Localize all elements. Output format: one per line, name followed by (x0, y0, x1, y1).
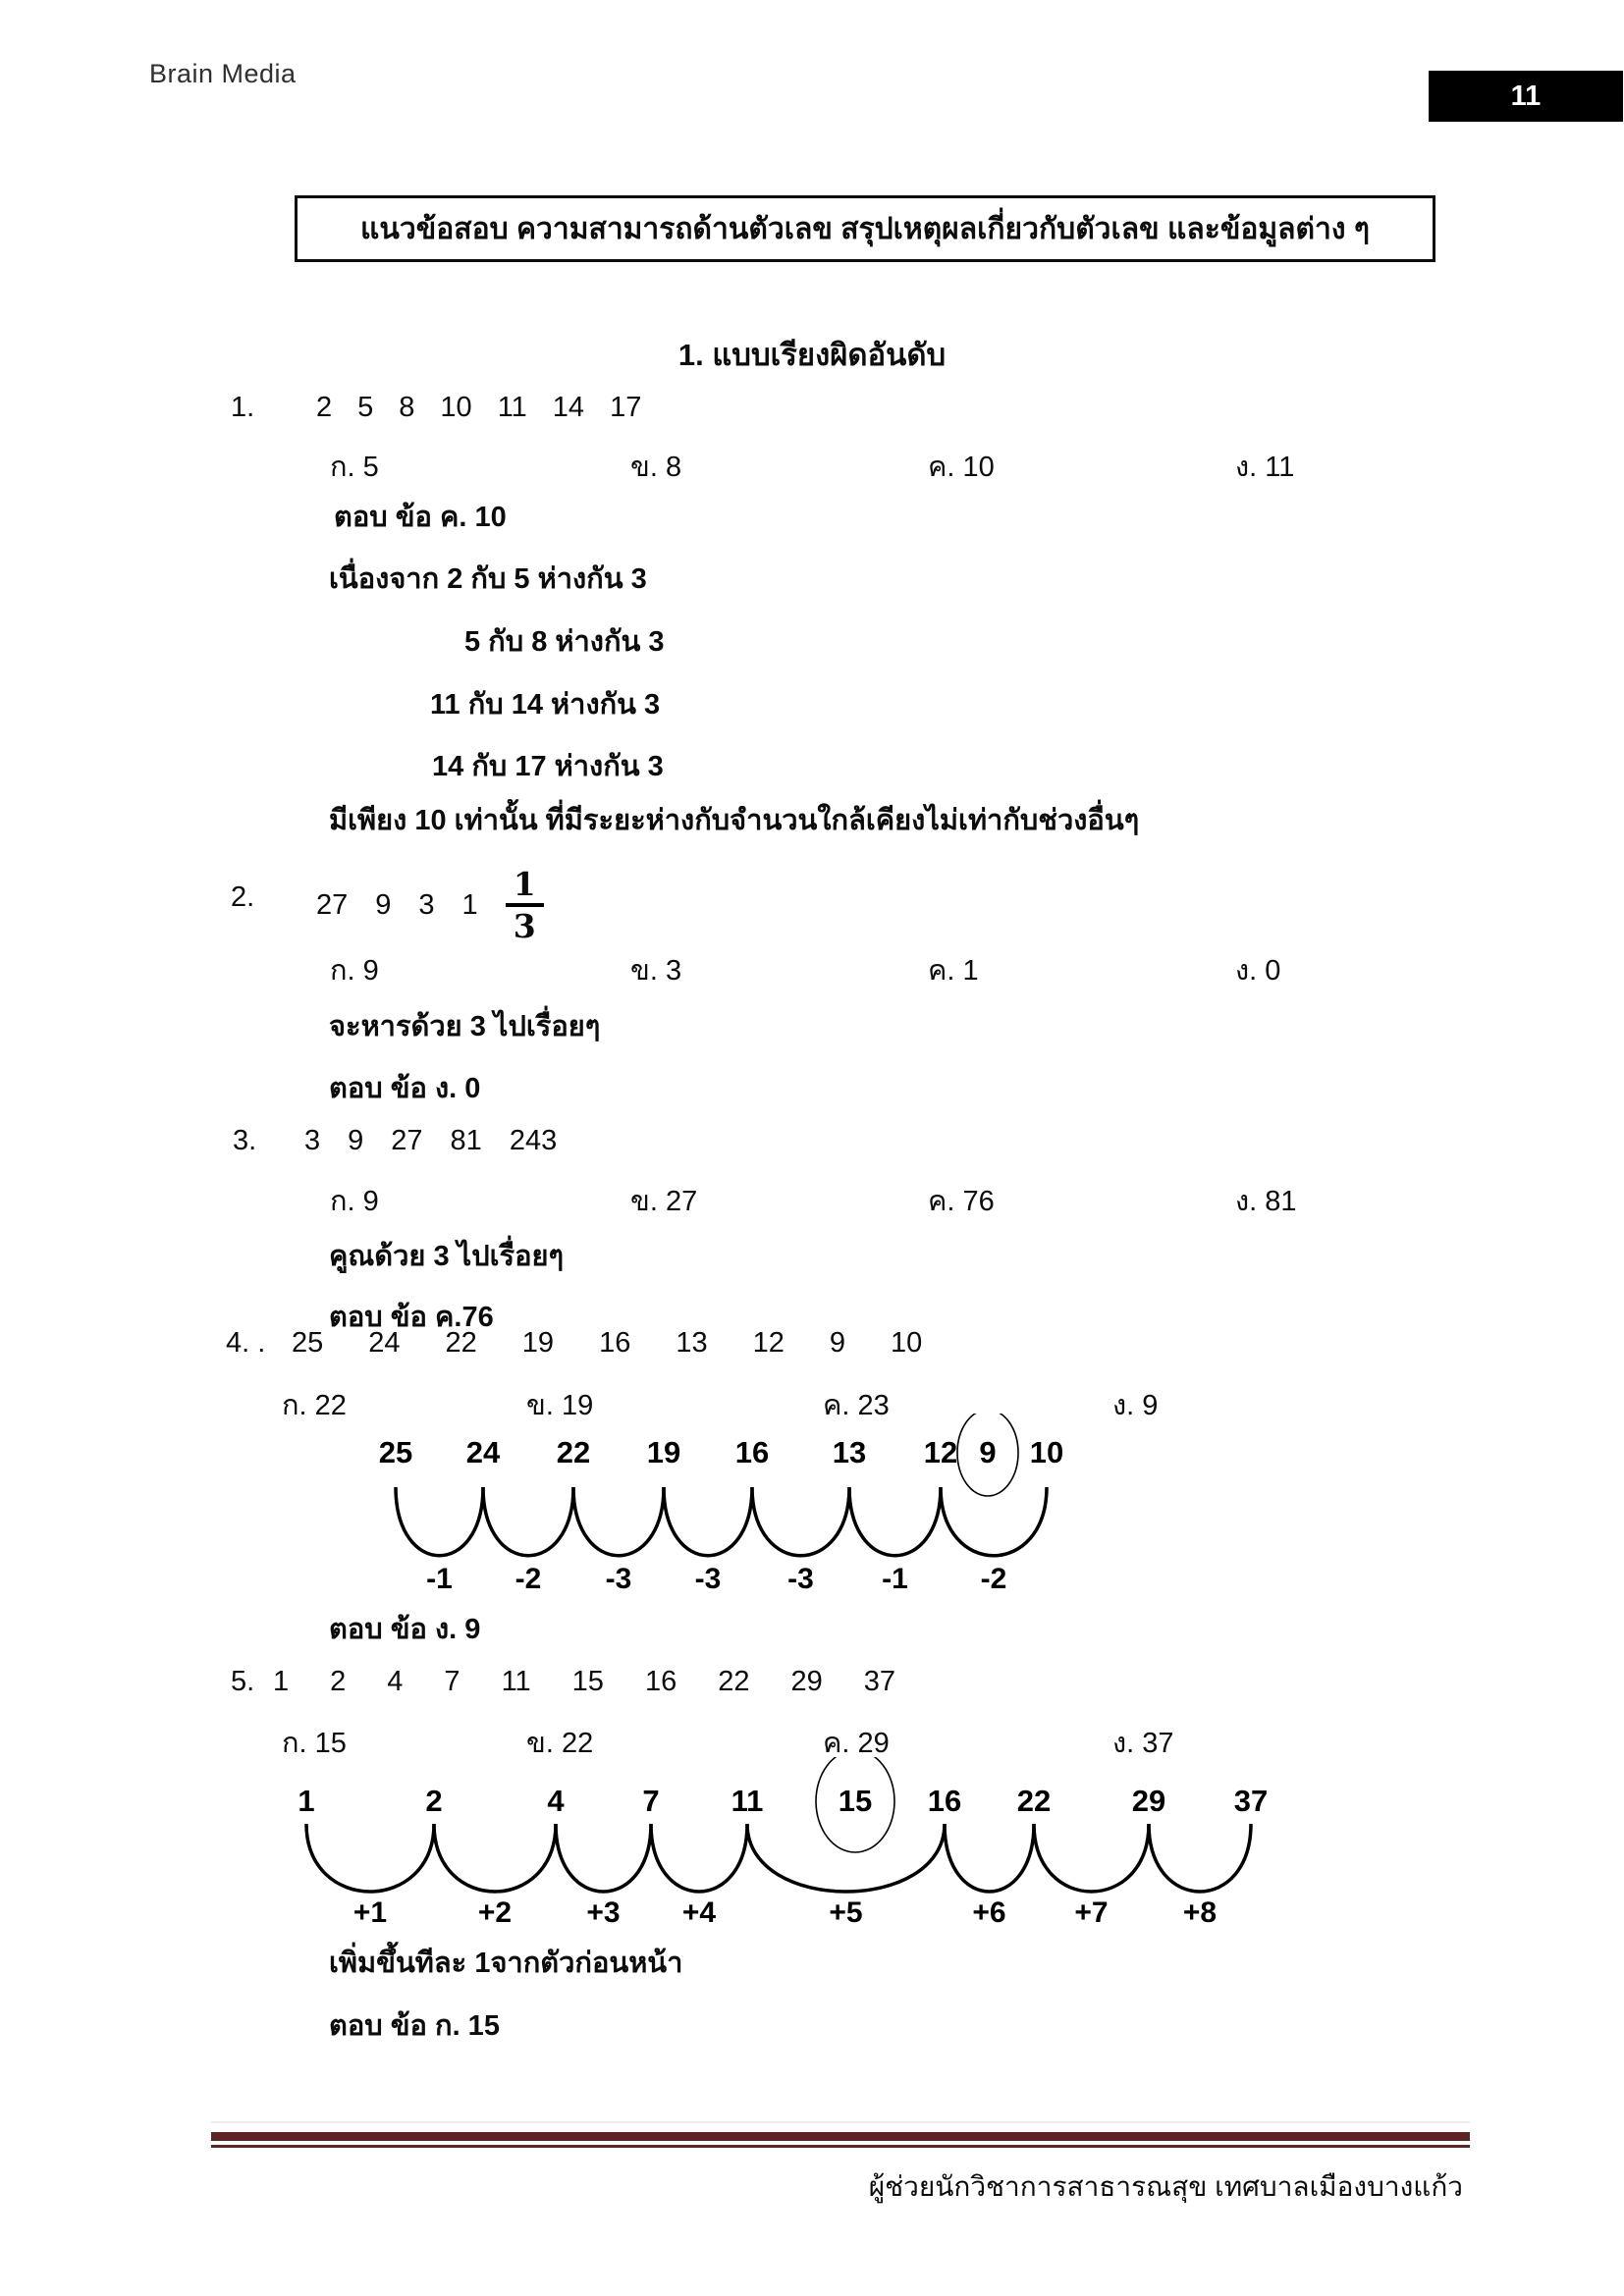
sequence-number: 22 (718, 1666, 750, 1697)
sequence-number: 2 (316, 392, 333, 423)
answer-line: ตอบ ข้อ ง. 0 (329, 1073, 481, 1104)
sequence-number: 19 (521, 1327, 555, 1359)
explanation-line: 11 กับ 14 ห่างกัน 3 (430, 689, 661, 721)
fraction-numerator: 1 (506, 868, 544, 907)
difference-label: -2 (514, 1563, 542, 1595)
diagram-number: 7 (642, 1784, 660, 1818)
answer-line: ตอบ ข้อ ก. 15 (329, 2010, 500, 2042)
question-1-choices (0, 444, 1624, 483)
difference-arc (556, 1824, 651, 1892)
fraction-one-third (506, 864, 544, 945)
difference-arc (483, 1487, 573, 1556)
sequence-number: 2 (330, 1666, 347, 1697)
explanation-line: เพิ่มขึ้นทีละ 1จากตัวก่อนหน้า (329, 1948, 683, 1979)
diagram-number: 12 (923, 1435, 958, 1469)
sequence-number: 3 (304, 1125, 321, 1156)
diagram-number: 19 (646, 1435, 681, 1469)
footer-credit: ผู้ช่วยนักวิชาการสาธารณสุข เทศบาลเมืองบางแก้ว (868, 2171, 1463, 2202)
footer-rule-thick (211, 2132, 1470, 2141)
difference-label: +6 (972, 1896, 1006, 1929)
choice-option: ง. 0 (1235, 955, 1281, 987)
choice-option: ก. 5 (330, 452, 379, 483)
question-1-number: 1. (231, 392, 255, 423)
explanation-line: 14 กับ 17 ห่างกัน 3 (432, 751, 664, 782)
sequence-number: 1 (273, 1666, 290, 1697)
diagram-number: 22 (1016, 1784, 1052, 1818)
choice-option: ค. 76 (928, 1186, 995, 1217)
diagram-number: 4 (547, 1784, 565, 1818)
choice-option: ข. 22 (526, 1728, 594, 1759)
question-5-choices (0, 1720, 1624, 1759)
choice-option: ค. 29 (823, 1728, 890, 1759)
sequence-number: 27 (316, 888, 349, 921)
answer-line: ตอบ ข้อ ค.76 (329, 1302, 494, 1333)
sequence-number: 14 (552, 392, 585, 423)
answer-line: ตอบ ข้อ ง. 9 (329, 1614, 481, 1645)
sequence-number: 10 (891, 1327, 923, 1359)
difference-label: +4 (681, 1896, 717, 1929)
choice-option: ก. 15 (282, 1728, 347, 1759)
question-4-sequence (292, 1327, 922, 1360)
diagram-number: 2 (425, 1784, 443, 1818)
difference-arc (306, 1824, 434, 1892)
difference-label: -3 (787, 1563, 814, 1595)
number-sequence-diagram-q4 (378, 1414, 1065, 1595)
diagram-number: 16 (734, 1435, 770, 1469)
sequence-number: 3 (418, 888, 435, 921)
choice-option: ข. 3 (630, 955, 682, 987)
sequence-number: 13 (676, 1327, 708, 1359)
difference-arc (941, 1487, 1047, 1556)
difference-arc (747, 1824, 945, 1892)
sequence-number: 5 (357, 392, 374, 423)
choice-option: ข. 19 (526, 1390, 594, 1421)
difference-arc (1149, 1824, 1251, 1892)
difference-arc (651, 1824, 747, 1892)
diagram-number: 9 (979, 1435, 997, 1469)
question-3-number: 3. (233, 1125, 257, 1156)
choice-option: ข. 27 (630, 1186, 698, 1217)
choice-option: ง. 9 (1112, 1390, 1159, 1421)
section-heading: 1. แบบเรียงผิดอันดับ (677, 338, 947, 372)
sequence-number: 16 (644, 1666, 677, 1697)
sequence-number: 11 (501, 1666, 531, 1697)
choice-option: ก. 9 (330, 1186, 379, 1217)
sequence-number: 8 (399, 392, 415, 423)
difference-label: -1 (882, 1563, 908, 1595)
choice-option: ข. 8 (630, 452, 682, 483)
difference-label: -1 (426, 1563, 453, 1595)
number-sequence-diagram-q5 (290, 1757, 1272, 1939)
diagram-number: 37 (1233, 1784, 1269, 1818)
difference-label: +1 (352, 1896, 388, 1929)
difference-arc (396, 1487, 483, 1556)
explanation-line: จะหารด้วย 3 ไปเรื่อยๆ (329, 1011, 601, 1042)
footer-faint-rule (211, 2121, 1470, 2123)
page-number-box (1429, 71, 1623, 122)
exam-title-box (295, 195, 1435, 262)
difference-label: -2 (980, 1563, 1007, 1595)
diagram-number: 25 (378, 1435, 413, 1469)
difference-label: +5 (829, 1896, 863, 1929)
sequence-number: 9 (829, 1327, 845, 1359)
diagram-number: 10 (1029, 1435, 1064, 1469)
diagram-number: 24 (465, 1435, 501, 1469)
sequence-number: 10 (440, 392, 472, 423)
page-number: 11 (1510, 80, 1542, 112)
difference-label: +2 (477, 1896, 513, 1929)
exam-title: แนวข้อสอบ ความสามารถด้านตัวเลข สรุปเหตุผลเกี่ยวกับตัวเลข และข้อมูลต่าง ๆ (360, 212, 1370, 245)
explanation-line: มีเพียง 10 เท่านั้น ที่มีระยะห่างกับจำนวนใกล้เคียงไม่เท่ากับช่วงอื่นๆ (329, 805, 1140, 836)
choice-option: ง. 81 (1235, 1186, 1297, 1217)
brand-logo-text: Brain Media (149, 59, 297, 88)
sequence-number: 25 (292, 1327, 324, 1359)
question-5-sequence (273, 1666, 895, 1698)
fraction-denominator: 3 (513, 906, 536, 945)
question-3-sequence (304, 1125, 557, 1157)
sequence-number: 17 (610, 392, 642, 423)
sequence-number: 37 (863, 1666, 895, 1697)
choice-option: ค. 10 (928, 452, 995, 483)
diagram-number: 15 (838, 1784, 873, 1818)
question-1-sequence (316, 392, 641, 424)
diagram-number: 1 (298, 1784, 315, 1818)
sequence-number: 24 (368, 1327, 401, 1359)
sequence-number: 11 (497, 392, 527, 423)
choice-option: ก. 9 (330, 955, 379, 987)
difference-label: +3 (586, 1896, 621, 1929)
difference-label: +8 (1182, 1896, 1218, 1929)
choice-option: ง. 11 (1235, 452, 1295, 483)
sequence-number: 9 (375, 888, 392, 921)
question-5-number: 5. (231, 1666, 255, 1697)
diagram-number: 29 (1131, 1784, 1166, 1818)
difference-label: -3 (694, 1563, 722, 1595)
explanation-line: เนื่องจาก 2 กับ 5 ห่างกัน 3 (329, 563, 647, 595)
diagram-number: 16 (927, 1784, 962, 1818)
difference-arc (752, 1487, 849, 1556)
difference-label: -3 (605, 1563, 632, 1595)
sequence-number: 7 (444, 1666, 460, 1697)
difference-arc (1034, 1824, 1149, 1892)
question-4-number: 4. . (226, 1327, 266, 1359)
sequence-number: 22 (445, 1327, 477, 1359)
question-2-sequence (316, 850, 544, 960)
sequence-number: 29 (790, 1666, 823, 1697)
explanation-line: 5 กับ 8 ห่างกัน 3 (464, 626, 665, 658)
answer-line: ตอบ ข้อ ค. 10 (334, 502, 507, 533)
choice-option: ค. 1 (928, 955, 979, 987)
sequence-number: 81 (450, 1125, 482, 1156)
difference-label: +7 (1074, 1896, 1109, 1929)
difference-arc (849, 1487, 941, 1556)
choice-option: ค. 23 (823, 1390, 890, 1421)
sequence-number: 15 (571, 1666, 604, 1697)
diagram-number: 11 (731, 1784, 764, 1818)
question-2-choices (0, 947, 1624, 987)
sequence-number: 4 (387, 1666, 404, 1697)
choice-option: ง. 37 (1112, 1728, 1174, 1759)
sequence-number: 12 (752, 1327, 785, 1359)
diagram-number: 13 (832, 1435, 867, 1469)
diagram-number: 22 (556, 1435, 591, 1469)
difference-arc (434, 1824, 556, 1892)
sequence-number: 27 (391, 1125, 423, 1156)
choice-option: ก. 22 (282, 1390, 347, 1421)
explanation-line: คูณด้วย 3 ไปเรื่อยๆ (329, 1241, 565, 1272)
question-2-number: 2. (231, 881, 255, 913)
sequence-number: 1 (461, 888, 478, 921)
sequence-number: 9 (348, 1125, 364, 1156)
sequence-number: 243 (509, 1125, 558, 1156)
difference-arc (664, 1487, 752, 1556)
footer-rule-thin (211, 2145, 1470, 2148)
question-3-choices (0, 1178, 1624, 1217)
sequence-number: 16 (599, 1327, 631, 1359)
difference-arc (573, 1487, 664, 1556)
difference-arc (945, 1824, 1034, 1892)
